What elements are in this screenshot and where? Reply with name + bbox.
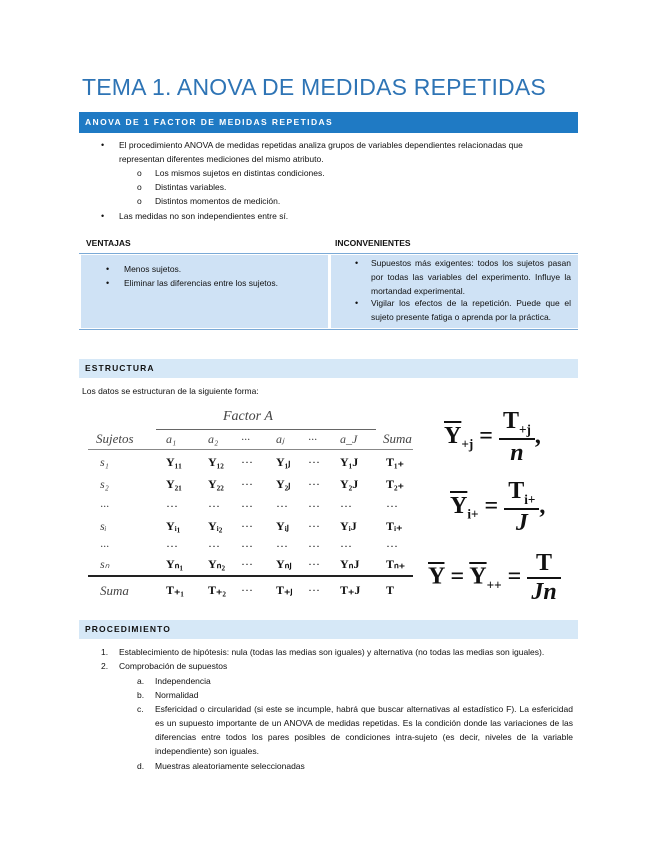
sub-step-marker: b.	[137, 690, 145, 700]
matrix-cell: Y₁J	[340, 455, 359, 469]
page-title: TEMA 1. ANOVA DE MEDIDAS REPETIDAS	[82, 74, 546, 100]
subject-cell: sₙ	[100, 557, 110, 571]
col-header: a₂	[208, 432, 219, 446]
suma-row-label: Suma	[100, 583, 129, 598]
sub-item: Distintos momentos de medición.	[155, 196, 281, 206]
matrix-cell: Y₁ⱼ	[276, 455, 291, 469]
row-total-cell: ···	[386, 539, 398, 553]
definition-line-1: El procedimiento ANOVA de medidas repetidas analiza grupos de variables dependientes relacionadas que	[119, 140, 523, 150]
column-total-cell: T₊₂	[208, 583, 226, 597]
matrix-cell: ···	[276, 499, 288, 513]
section-header-procedimiento: PROCEDIMIENTO	[79, 620, 578, 639]
col-header: ···	[241, 432, 250, 446]
matrix-cell: ···	[308, 539, 320, 553]
matrix-cell: Yᵢ₁	[166, 519, 181, 533]
matrix-cell: ···	[308, 519, 320, 533]
col-header: aⱼ	[276, 432, 285, 446]
column-total-cell: ···	[308, 583, 320, 597]
sub-item: Los mismos sujetos en distintas condiciones.	[155, 168, 325, 178]
bullet-icon: •	[101, 140, 105, 150]
inconvenientes-header: INCONVENIENTES	[335, 238, 411, 248]
assumption-item: Independencia	[155, 676, 211, 686]
total-rule	[88, 575, 413, 577]
section-header-estructura: ESTRUCTURA	[79, 359, 578, 378]
matrix-cell: Yᵢ₂	[208, 519, 223, 533]
header-rule	[88, 449, 413, 450]
inconveniente-item: Supuestos más exigentes: todos los sujetos pasan por todas las variables del experimento. Influye la mortandad experimental.	[371, 258, 571, 296]
factor-rule	[156, 429, 376, 430]
bullet-icon: •	[101, 211, 105, 221]
assumption-item: Normalidad	[155, 690, 199, 700]
column-total-cell: ···	[241, 583, 253, 597]
assumption-item: Esfericidad o circularidad (si este se incumple, habrá que buscar alternativas al estadístico F). La esfericidad es un supuesto importante de un ANOVA de medidas repetidas. Es la condición donde las variaciones de las diferencias entre todos los pares posibles de condiciones intra-sujeto (es decir, niveles de la variable independiente) son iguales.	[155, 704, 573, 756]
step-number: 2.	[101, 661, 109, 671]
subject-cell: ···	[100, 539, 109, 553]
suma-label: Suma	[383, 431, 412, 446]
matrix-cell: ···	[241, 557, 253, 571]
column-total-cell: T₊J	[340, 583, 361, 597]
matrix-cell: ···	[241, 477, 253, 491]
ventaja-item: Menos sujetos.	[124, 264, 182, 274]
matrix-cell: Y₁₁	[166, 455, 182, 469]
col-header: a₁	[166, 432, 177, 446]
matrix-cell: ···	[241, 455, 253, 469]
matrix-cell: YᵢJ	[340, 519, 357, 533]
bullet-icon: •	[106, 264, 110, 274]
matrix-cell: Y₂ⱼ	[276, 477, 291, 491]
section-header-anova: ANOVA DE 1 FACTOR DE MEDIDAS REPETIDAS	[79, 112, 578, 133]
matrix-cell: ···	[241, 519, 253, 533]
sub-step-marker: a.	[137, 676, 145, 686]
step-assumptions: Comprobación de supuestos	[119, 661, 228, 671]
bullet-icon: •	[355, 258, 359, 268]
column-total-cell: T₊ⱼ	[276, 583, 293, 597]
row-total-cell: ···	[386, 499, 398, 513]
matrix-cell: Yₙⱼ	[276, 557, 292, 571]
formula-column-mean: $\overline{Y}_{+j}$ = $\frac{T_{+j}}{n}$ ,	[444, 408, 541, 466]
subject-cell: s₁	[100, 455, 109, 469]
matrix-cell: Y₂₁	[166, 477, 182, 491]
matrix-cell: Y₂J	[340, 477, 359, 491]
sub-item: Distintas variables.	[155, 182, 227, 192]
subject-cell: ···	[100, 499, 109, 513]
row-total-cell: Tᵢ₊	[386, 519, 403, 533]
divider	[79, 329, 578, 330]
subject-cell: s₂	[100, 477, 109, 491]
matrix-cell: ···	[308, 477, 320, 491]
subject-cell: sᵢ	[100, 519, 107, 533]
matrix-cell: ···	[241, 499, 253, 513]
matrix-cell: Yₙ₁	[166, 557, 184, 571]
step-number: 1.	[101, 647, 109, 657]
bullet-icon: •	[106, 278, 110, 288]
formula-row-mean: $\overline{Y}_{i+}$ = $\frac{T_{i+}}{J}$ ,	[450, 478, 546, 536]
matrix-cell: ···	[340, 499, 352, 513]
col-header: ···	[308, 432, 317, 446]
matrix-cell: ···	[208, 499, 220, 513]
col-header: a_J	[340, 432, 358, 446]
bullet-icon: •	[355, 298, 359, 308]
formula-grand-mean: $\overline{Y} = \overline{Y}_{++}$ = $\frac{T}{Jn}$	[428, 550, 561, 606]
matrix-cell: ···	[241, 539, 253, 553]
matrix-cell: ···	[166, 539, 178, 553]
sujetos-label: Sujetos	[96, 431, 134, 446]
ventajas-header: VENTAJAS	[86, 238, 131, 248]
matrix-cell: Yₙ₂	[208, 557, 226, 571]
matrix-cell: ···	[276, 539, 288, 553]
assumption-item: Muestras aleatoriamente seleccionadas	[155, 761, 305, 771]
definition-line-2: representan diferentes mediciones del mismo atributo.	[119, 154, 324, 164]
data-matrix-table	[88, 405, 418, 605]
ventaja-item: Eliminar las diferencias entre los sujetos.	[124, 278, 279, 288]
matrix-cell: ···	[308, 499, 320, 513]
matrix-cell: Y₁₂	[208, 455, 224, 469]
independence-note: Las medidas no son independientes entre sí.	[119, 211, 289, 221]
matrix-cell: ···	[208, 539, 220, 553]
row-total-cell: Tₙ₊	[386, 557, 406, 571]
estructura-intro: Los datos se estructuran de la siguiente forma:	[82, 386, 259, 396]
factor-label: Factor A	[223, 409, 273, 424]
divider	[79, 253, 578, 254]
column-total-cell: T	[386, 583, 395, 597]
matrix-cell: ···	[340, 539, 352, 553]
column-total-cell: T₊₁	[166, 583, 184, 597]
matrix-cell: YₙJ	[340, 557, 360, 571]
matrix-cell: ···	[308, 557, 320, 571]
row-total-cell: T₁₊	[386, 455, 404, 469]
matrix-cell: ···	[166, 499, 178, 513]
sub-bullet-marker: o	[137, 168, 142, 178]
matrix-cell: Yᵢⱼ	[276, 519, 289, 533]
sub-step-marker: d.	[137, 761, 145, 771]
sub-step-marker: c.	[137, 704, 144, 714]
step-hypothesis: Establecimiento de hipótesis: nula (todas las medias son iguales) y alternativa (no todas las medias son iguales).	[119, 647, 545, 657]
sub-bullet-marker: o	[137, 196, 142, 206]
row-total-cell: T₂₊	[386, 477, 404, 491]
matrix-cell: Y₂₂	[208, 477, 224, 491]
inconveniente-item: Vigilar los efectos de la repetición. Puede que el sujeto presente fatiga o aprenda por la práctica.	[371, 298, 571, 322]
matrix-cell: ···	[308, 455, 320, 469]
ventajas-cell	[81, 255, 328, 328]
sub-bullet-marker: o	[137, 182, 142, 192]
